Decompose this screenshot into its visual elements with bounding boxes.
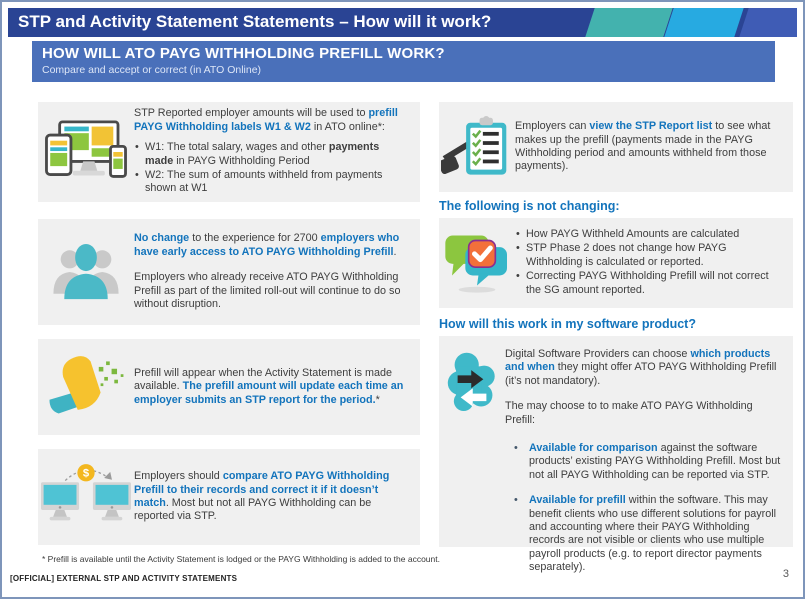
monitors-sync-icon <box>41 463 131 531</box>
classification-label: [OFFICIAL] EXTERNAL STP AND ACTIVITY STATEMENTS <box>10 574 238 583</box>
compare-records-text: Employers should compare ATO PAYG Withholding Prefill to their records and correct it if it doesn’t match. Most but not all PAYG Withholding can be reported via STP. <box>134 470 390 523</box>
monitors-sync-icon-wrap <box>38 449 134 545</box>
heading-not-changing: The following is not changing: <box>439 199 620 213</box>
card-intro-text: STP Reported employer amounts will be used to prefill PAYG Withholding labels W1 & W2 in ATO online*: <box>134 107 398 133</box>
footnote: * Prefill is available until the Activity Statement is lodged or the PAYG Withholding is added to the account. <box>42 554 440 564</box>
section-header <box>32 41 775 82</box>
heading-software-product: How will this work in my software product? <box>439 317 696 331</box>
card-view-report-list <box>439 102 793 192</box>
card-prefill-labels <box>38 102 420 202</box>
bullet-item-w1: • W1: The total salary, wages and other payments made in PAYG Withholding Period <box>134 141 410 168</box>
not-changing-bullet-list <box>515 228 783 298</box>
view-report-list-text: Employers can view the STP Report list to see what makes up the prefill (payments made in the PAYG Withholding period and amounts withheld from those payments). <box>515 120 771 173</box>
bullet-item-prefill: • Available for prefill within the software. This may benefit clients who use different solutions for payroll and accounting where their PAYG Withholding records are not visible or clients who use multiple payroll products (e.g. to report director payments separately). <box>505 494 783 574</box>
devices-icon <box>44 120 128 184</box>
bullet-item-w2: • W2: The sum of amounts withheld from payments shown at W1 <box>134 169 410 196</box>
checklist-icon-wrap <box>439 102 515 192</box>
devices-icon-wrap <box>38 102 134 202</box>
card-prefill-appear <box>38 339 420 435</box>
may-choose-text: The may choose to to make ATO PAYG Withholding Prefill: <box>505 400 753 426</box>
section-header-subtitle: Compare and accept or correct (in ATO Online) <box>42 64 262 76</box>
bullet-item-withheld-amounts: • How PAYG Withheld Amounts are calculated <box>515 228 783 241</box>
chat-check-icon-wrap <box>439 218 515 308</box>
chat-check-icon <box>442 232 512 294</box>
software-options-bullet-list <box>505 430 783 575</box>
page-number: 3 <box>782 568 789 580</box>
card-no-change <box>38 219 420 325</box>
w1-w2-bullet-list <box>134 141 410 197</box>
section-header-title: HOW WILL ATO PAYG WITHHOLDING PREFILL WORK? <box>42 45 445 62</box>
accent-segment-lightblue <box>664 8 743 37</box>
document-icon <box>44 354 128 420</box>
card-compare-records <box>38 449 420 545</box>
early-access-text: Employers who already receive ATO PAYG Withholding Prefill as part of the limited roll-out will continue to do so without disruption. <box>134 271 401 311</box>
prefill-appear-text: Prefill will appear when the Activity Statement is made available. The prefill amount will update each time an employer submits an STP report for the period.* <box>134 366 404 406</box>
cloud-transfer-icon-wrap <box>439 336 505 547</box>
svg-text:$: $ <box>82 467 90 480</box>
cloud-transfer-icon <box>444 350 500 416</box>
document-icon-wrap <box>38 339 134 435</box>
slide-title-bar <box>8 8 797 37</box>
slide-title: STP and Activity Statement Statements – How will it work? <box>18 12 492 31</box>
accent-segment-royal <box>739 8 797 37</box>
no-change-text: No change to the experience for 2700 employers who have early access to ATO PAYG Withholding Prefill. <box>134 232 400 258</box>
bullet-item-sg-amount: • Correcting PAYG Withholding Prefill will not correct the SG amount reported. <box>515 270 783 297</box>
dsp-choose-text: Digital Software Providers can choose which products and when they might offer ATO PAYG Withholding Prefill (it’s not mandatory). <box>505 348 777 387</box>
card-software-providers <box>439 336 793 574</box>
accent-segment-teal <box>585 8 672 37</box>
checklist-icon <box>441 116 513 178</box>
people-icon-wrap <box>38 219 134 325</box>
card-not-changing <box>439 218 793 308</box>
bullet-item-comparison: • Available for comparison against the software products’ existing PAYG Withholding Prefill. Most but not all PAYG Withholding can be reported via STP. <box>505 442 783 482</box>
people-icon <box>48 239 124 305</box>
bullet-item-stp-phase2: • STP Phase 2 does not change how PAYG Withholding is calculated or reported. <box>515 242 783 269</box>
